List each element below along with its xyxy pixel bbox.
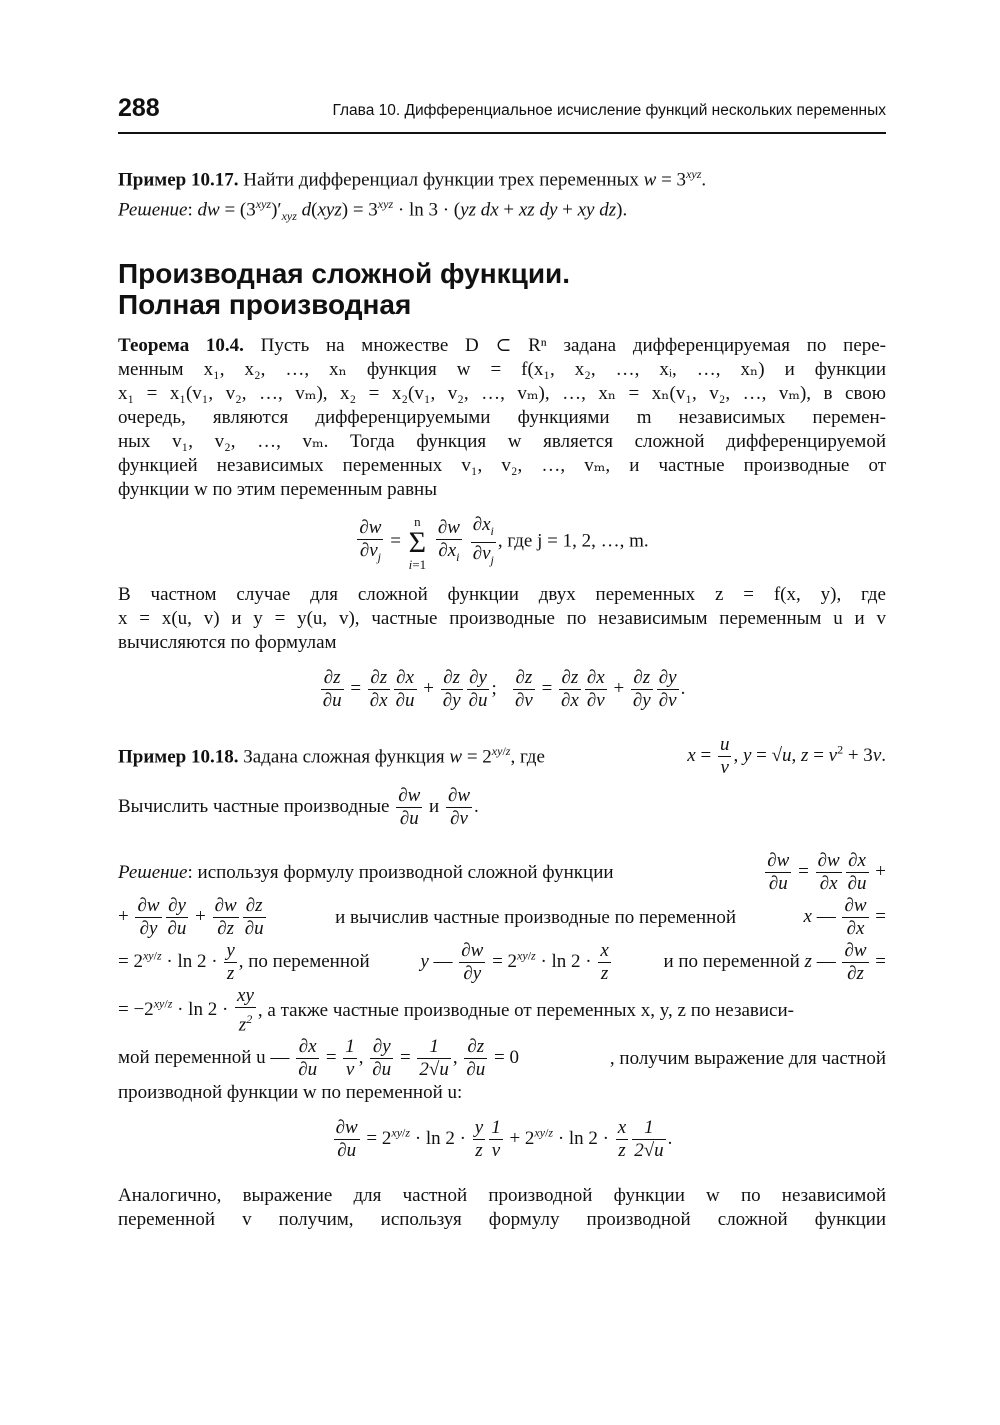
book-page bbox=[118, 92, 886, 1232]
example-10-17: Пример 10.17. Найти дифференциал функции трех переменных $w = 3^{xyz}$. bbox=[118, 167, 707, 191]
example-label: Пример 10.17. bbox=[118, 169, 239, 191]
section-heading-line-1: Производная сложной функции. bbox=[118, 258, 571, 290]
example-10-18-solution: Решение: используя формулу производной сложной функции $\frac{\partial w}{\partial u}$ = $\frac{\partial w}{\partial x}$ $\frac{\partial x}{\partial u}$ + + $\frac{\partial w}{\partial y}$ $\frac{\partial y}{\partial u}$ + $\frac{\partial w}{\partial z}$ $\frac{\partial z}{\partial u}$ и вычислив частные производные по переменной x — $\frac{\partial w}{\partial x}$ = = $2^{xy/z} \cdot \ln 2$ · $\frac{y}{z}$ , по переменной y — $\frac{\partial w}{\partial y}$ = $2^{xy/z} \cdot \ln 2$ · $\frac{x}{z}$ и по переменной z — $\frac{\partial w}{\partial z}$ = = $-2^{xy/z} \cdot \ln 2$ · $\frac{xy}{z^2}$ , а также частные производные от переменных x, y, z по независи- мой переменной u — $\frac{\partial x}{\partial u}$ = $\frac{1}{v}$ , $\frac{\partial y}{\partial u}$ = $\frac{1}{2√u}$ , $\frac{\partial z}{\partial u}$ = 0 , получим выражение для частной производной функции w по переменной u: bbox=[118, 850, 886, 1104]
section-heading bbox=[118, 258, 886, 320]
example-text: Найти дифференциал функции трех переменных bbox=[243, 169, 639, 191]
example-task: Вычислить частные производные bbox=[118, 795, 390, 817]
theorem-10-4 bbox=[118, 334, 886, 502]
solution-line-1: : используя формулу производной сложной функции bbox=[187, 861, 614, 883]
chain-rule-two-variable-formula: $\frac{\partial z}{\partial u}$ = $\frac{\partial z}{\partial x}$ $\frac{\partial x}{\partial u}$ + $\frac{\partial z}{\partial y}$ $\frac{\partial y}{\partial u}$ ; $\frac{\partial z}{\partial v}$ = $\frac{\partial z}{\partial x}$ $\frac{\partial x}{\partial v}$ + $\frac{\partial z}{\partial y}$ $\frac{\partial y}{\partial v}$ . bbox=[322, 667, 686, 712]
page-header bbox=[118, 92, 886, 134]
solution-line-3b: и по переменной bbox=[663, 950, 800, 972]
closing-line-2: переменной v получим, используя формулу производной сложной функции bbox=[118, 1209, 886, 1231]
page-number: 288 bbox=[118, 94, 160, 122]
theorem-line-1: Пусть на множестве D ⊂ Rⁿ задана дифференцируемая по пере- bbox=[260, 335, 887, 357]
example-10-18: Пример 10.18. Задана сложная функция $w = 2^{xy/z}$, где x = $\frac{u}{v}$ , y = √u, $z = v^2 + 3v$. Вычислить частные производные $\frac{\partial w}{\partial u}$ и $\frac{\partial w}{\partial v}$ . bbox=[118, 734, 886, 830]
chapter-title: Глава 10. Дифференциальное исчисление функций нескольких переменных bbox=[332, 102, 886, 119]
chain-rule-general-formula: $\frac{\partial w}{\partial v_j}$ = n Σ i=1 $\frac{\partial w}{\partial x_i}$ $\frac{\partial x_i}{\partial v_j}$ , где j = 1, 2, …, m. bbox=[359, 513, 649, 572]
example-label: Пример 10.18. bbox=[118, 746, 239, 768]
closing-paragraph bbox=[118, 1184, 886, 1232]
special-case-paragraph bbox=[118, 583, 886, 655]
example-where: , где bbox=[510, 746, 545, 768]
example-text: Задана сложная функция bbox=[243, 746, 445, 768]
section-heading-line-2: Полная производная bbox=[118, 289, 412, 321]
solution-line-6: производной функции w по переменной u: bbox=[118, 1082, 463, 1104]
example-10-17-solution: Решение: dw = $(3^{xyz})'_{xyz}$ $d(xyz) = 3^{xyz} \cdot \ln 3 \cdot (yz$ dx + xz dy + xy dz). bbox=[118, 197, 628, 224]
special-case-line-3: вычисляются по формулам bbox=[118, 632, 337, 654]
formula-tail: , где j = 1, 2, …, m. bbox=[497, 531, 649, 553]
solution-line-3a: , по переменной bbox=[238, 950, 370, 972]
theorem-line-2: менным x₁, x₂, …, xₙ функция w = f(x₁, x₂, …, xᵢ, …, xₙ) и функции bbox=[118, 359, 886, 381]
solution-line-5a: мой переменной u — bbox=[118, 1047, 290, 1069]
theorem-line-6: функцией независимых переменных v₁, v₂, …, vₘ, и частные производные от bbox=[118, 455, 886, 477]
theorem-line-3: x₁ = x₁(v₁, v₂, …, vₘ), x₂ = x₂(v₁, v₂, …, vₘ), …, xₙ = xₙ(v₁, v₂, …, vₘ), в свою bbox=[118, 383, 886, 405]
theorem-label: Теорема 10.4. bbox=[118, 335, 244, 357]
solution-label: Решение bbox=[118, 199, 188, 221]
solution-label: Решение bbox=[118, 861, 188, 883]
special-case-line-2: x = x(u, v) и y = y(u, v), частные производные по независимым переменным u и v bbox=[118, 608, 886, 630]
theorem-line-7: функции w по этим переменным равны bbox=[118, 479, 437, 501]
theorem-line-5: ных v₁, v₂, …, vₘ. Тогда функция w является сложной дифференцируемой bbox=[118, 431, 886, 453]
closing-line-1: Аналогично, выражение для частной производной функции w по независимой bbox=[118, 1185, 886, 1207]
partial-derivative-result: $\frac{\partial w}{\partial u}$ = $2^{xy/z} \cdot \ln 2$ · $\frac{y}{z}$ $\frac{1}{v}$ + $2^{xy/z} \cdot \ln 2$ · $\frac{x}{z}$ $\frac{1}{2√u}$ . bbox=[335, 1117, 673, 1162]
theorem-line-4: очередь, являются дифференцируемыми функциями m независимых перемен- bbox=[118, 407, 886, 429]
example-function: w bbox=[643, 169, 657, 191]
example-and: и bbox=[429, 795, 440, 817]
solution-line-5b: , получим выражение для частной bbox=[609, 1047, 886, 1069]
solution-line-4: , а также частные производные от переменных x, y, z по независи- bbox=[257, 999, 794, 1021]
special-case-line-1: В частном случае для сложной функции двух переменных z = f(x, y), где bbox=[118, 584, 886, 606]
solution-line-2: и вычислив частные производные по переменной bbox=[335, 906, 736, 928]
